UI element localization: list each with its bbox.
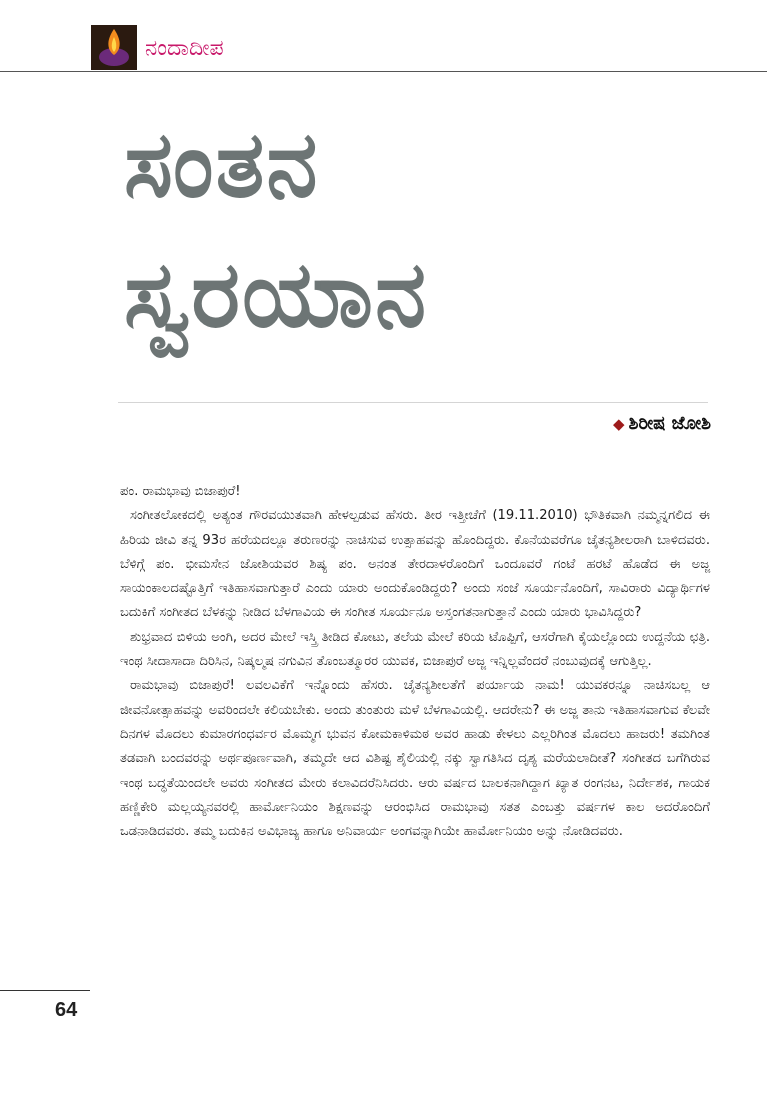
article-title-line-2: ಸ್ವರಯಾನ <box>124 241 429 348</box>
magazine-name: ನಂದಾದೀಪ <box>145 36 224 61</box>
title-divider <box>118 402 708 403</box>
paragraph: ರಾಮಭಾವು ಬಿಜಾಪುರೆ! ಲವಲವಿಕೆಗೆ ಇನ್ನೊಂದು ಹೆಸರು. ಚೈತನ್ಯಶೀಲತೆಗೆ ಪರ್ಯಾಯ ನಾಮ! ಯುವಕರನ್ನೂ ನಾಚಿಸಬಲ್ಲ ಆ ಜೀವನೋತ್ಸಾಹವನ್ನು ಅವರಿಂದಲೇ ಕಲಿಯಬೇಕು. ಅಂದು ತುಂತುರು ಮಳೆ ಬೆಳಗಾವಿಯಲ್ಲಿ. ಆದರೇನು? ಈ ಅಜ್ಜ ತಾನು ಇತಿಹಾಸವಾಗುವ ಕೆಲವೇ ದಿನಗಳ ಮೊದಲು ಕುಮಾರಗಂಧರ್ವರ ಮೊಮ್ಮಗ ಭುವನ ಕೋಮಕಾಳಿಮಠ ಅವರ ಹಾಡು ಕೇಳಲು ಎಲ್ಲರಿಗಿಂತ ಮೊದಲು ಹಾಜರು! ತಮಗಿಂತ ತಡವಾಗಿ ಬಂದವರನ್ನು ಅರ್ಥಪೂರ್ಣವಾಗಿ, ತಮ್ಮದೇ ಆದ ವಿಶಿಷ್ಟ ಶೈಲಿಯಲ್ಲಿ ನಕ್ಕು ಸ್ವಾಗತಿಸಿದ ದೃಶ್ಯ ಮರೆಯಲಾದೀತೆ? ಸಂಗೀತದ ಬಗೆಗಿರುವ ಇಂಥ ಬದ್ಧತೆಯಿಂದಲೇ ಅವರು ಸಂಗೀತದ ಮೇರು ಕಲಾವಿದರೆನಿಸಿದರು. ಆರು ವರ್ಷದ ಬಾಲಕನಾಗಿದ್ದಾಗ ಖ್ಯಾತ ರಂಗನಟ, ನಿರ್ದೇಶಕ, ಗಾಯಕ ಹಣ್ಣಿಕೇರಿ ಮಲ್ಲಯ್ಯನವರಲ್ಲಿ ಹಾರ್ಮೋನಿಯಂ ಶಿಕ್ಷಣವನ್ನು ಆರಂಭಿಸಿದ ರಾಮಭಾವು ಸತತ ಎಂಬತ್ತು ವರ್ಷಗಳ ಕಾಲ ಅದರೊಂದಿಗೆ ಒಡನಾಡಿದವರು. ತಮ್ಮ ಬದುಕಿನ ಅವಿಭಾಜ್ಯ ಹಾಗೂ ಅನಿವಾರ್ಯ ಅಂಗವನ್ನಾಗಿಯೇ ಹಾರ್ಮೋನಿಯಂ ಅನ್ನು ನೋಡಿದವರು. <box>120 678 710 840</box>
author-name: ಶಿರೀಷ ಜೋಶಿ <box>628 413 711 434</box>
diamond-icon: ◆ <box>613 415 625 433</box>
paragraph: ಸಂಗೀತಲೋಕದಲ್ಲಿ ಅತ್ಯಂತ ಗೌರವಯುತವಾಗಿ ಹೇಳಲ್ಪಡುವ ಹೆಸರು. ತೀರ ಇತ್ತೀಚೆಗೆ (19.11.2010) ಭೌತಿಕವಾಗಿ ನಮ್ಮನ್ನಗಲಿದ ಈ ಹಿರಿಯ ಜೀವಿ ತನ್ನ 93ರ ಹರೆಯದಲ್ಲೂ ತರುಣರನ್ನು ನಾಚಿಸುವ ಉತ್ಸಾಹವನ್ನು ಹೊಂದಿದ್ದರು. ಕೊನೆಯವರೆಗೂ ಚೈತನ್ಯಶೀಲರಾಗಿ ಬಾಳಿದವರು. ಬೆಳಿಗ್ಗೆ ಪಂ. ಭೀಮಸೇನ ಜೋಶಿಯವರ ಶಿಷ್ಯ ಪಂ. ಅನಂತ ತೇರದಾಳರೊಂದಿಗೆ ಒಂದೂವರೆ ಗಂಟೆ ಹರಟೆ ಹೊಡೆದ ಈ ಅಜ್ಜ ಸಾಯಂಕಾಲದಷ್ಟೊತ್ತಿಗೆ ಇತಿಹಾಸವಾಗುತ್ತಾರೆ ಎಂದು ಯಾರು ಅಂದುಕೊಂಡಿದ್ದರು? ಅಂದು ಸಂಜೆ ಸೂರ್ಯನೊಂದಿಗೆ, ಸಾವಿರಾರು ವಿದ್ಯಾರ್ಥಿಗಳ ಬದುಕಿಗೆ ಸಂಗೀತದ ಬೆಳಕನ್ನು ನೀಡಿದ ಬೆಳಗಾವಿಯ ಈ ಸಂಗೀತ ಸೂರ್ಯನೂ ಅಸ್ತಂಗತನಾಗುತ್ತಾನೆ ಎಂದು ಯಾರು ಭಾವಿಸಿದ್ದರು? <box>120 508 710 621</box>
page-number: 64 <box>55 999 78 1021</box>
article-body <box>120 480 710 844</box>
paragraph-lead: ಪಂ. ರಾಮಭಾವು ಬಿಜಾಪುರೆ! <box>120 484 241 499</box>
header-divider <box>0 71 767 72</box>
footer-divider <box>0 990 90 991</box>
lamp-logo <box>91 25 137 70</box>
paragraph: ಶುಭ್ರವಾದ ಬಿಳಿಯ ಅಂಗಿ, ಅದರ ಮೇಲೆ ಇಸ್ತ್ರಿ ತೀಡಿದ ಕೋಟು, ತಲೆಯ ಮೇಲೆ ಕರಿಯ ಟೊಪ್ಪಿಗೆ, ಆಸರೆಗಾಗಿ ಕೈಯಲ್ಲೊಂದು ಉದ್ದನೆಯ ಛತ್ರಿ. ಇಂಥ ಸೀದಾಸಾದಾ ದಿರಿಸಿನ, ನಿಷ್ಕಲ್ಮಷ ನಗುವಿನ ತೊಂಬತ್ಮೂರರ ಯುವಕ, ಬಿಜಾಪುರೆ ಅಜ್ಜ ಇನ್ನಿಲ್ಲವೆಂದರೆ ನಂಬುವುದಕ್ಕೆ ಆಗುತ್ತಿಲ್ಲ. <box>120 629 710 670</box>
article-title-line-1: ಸಂತನ <box>124 111 320 218</box>
author-byline <box>613 412 711 436</box>
